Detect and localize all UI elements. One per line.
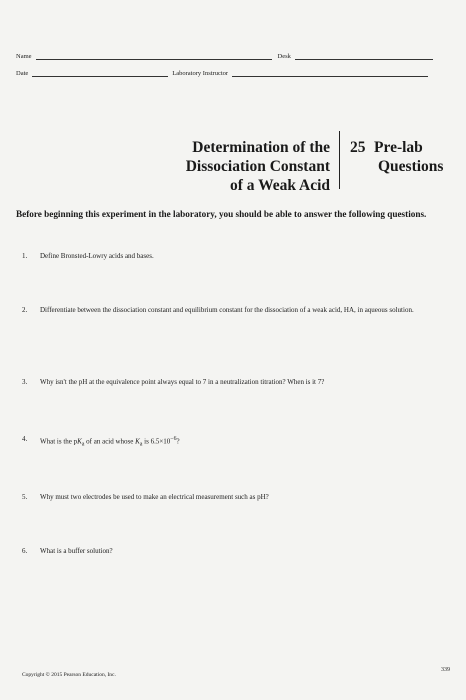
question-2: [22, 305, 462, 315]
experiment-title: [150, 138, 330, 195]
name-row: [16, 52, 433, 60]
date-field[interactable]: [32, 69, 168, 77]
question-4: [22, 434, 462, 450]
question-3: [22, 377, 462, 387]
title-line-1: Determination of the: [192, 139, 330, 156]
question-6: [22, 546, 462, 556]
desk-field[interactable]: [295, 52, 433, 60]
copyright-notice: Copyright © 2015 Pearson Education, Inc.: [22, 672, 116, 678]
intro-text: Before beginning this experiment in the laboratory, you should be able to answer the following questions.: [16, 209, 427, 219]
question-text: Why isn't the pH at the equivalence point always equal to 7 in a neutralization titration? When is it 7?: [40, 378, 325, 386]
question-number: 3.: [22, 378, 28, 386]
question-number: 4.: [22, 435, 28, 443]
chapter-heading: [350, 138, 460, 176]
question-text: Why must two electrodes be used to make an electrical measurement such as pH?: [40, 493, 269, 501]
name-label: Name: [16, 53, 32, 60]
title-line-2: Dissociation Constant: [185, 158, 330, 175]
date-row: [16, 69, 428, 77]
question-text: What is a buffer solution?: [40, 547, 113, 555]
question-number: 5.: [22, 493, 28, 501]
chapter-label-2: Questions: [378, 158, 444, 175]
question-5: [22, 492, 462, 502]
question-text: Differentiate between the dissociation constant and equilibrium constant for the dissociation of a weak acid, HA, in aqueous solution.: [40, 306, 414, 314]
date-label: Date: [16, 70, 29, 77]
question-number: 1.: [22, 252, 28, 260]
chapter-number: 25: [350, 139, 366, 156]
question-text: Define Bronsted-Lowry acids and bases.: [40, 252, 154, 260]
title-line-3: of a Weak Acid: [229, 177, 330, 194]
question-text: What is the $pK_a$ of an acid whose $K_a$ is $6.5\times 10^{-6}$?: [40, 436, 180, 448]
instructor-label: Laboratory Instructor: [172, 70, 229, 77]
instructor-field[interactable]: [232, 69, 428, 77]
name-field[interactable]: [36, 52, 272, 60]
title-divider: [339, 131, 340, 189]
question-number: 6.: [22, 547, 28, 555]
page-number: 339: [441, 667, 450, 673]
chapter-label-1: Pre-lab: [374, 139, 423, 156]
desk-label: Desk: [277, 53, 291, 60]
question-number: 2.: [22, 306, 28, 314]
question-1: [22, 251, 462, 261]
